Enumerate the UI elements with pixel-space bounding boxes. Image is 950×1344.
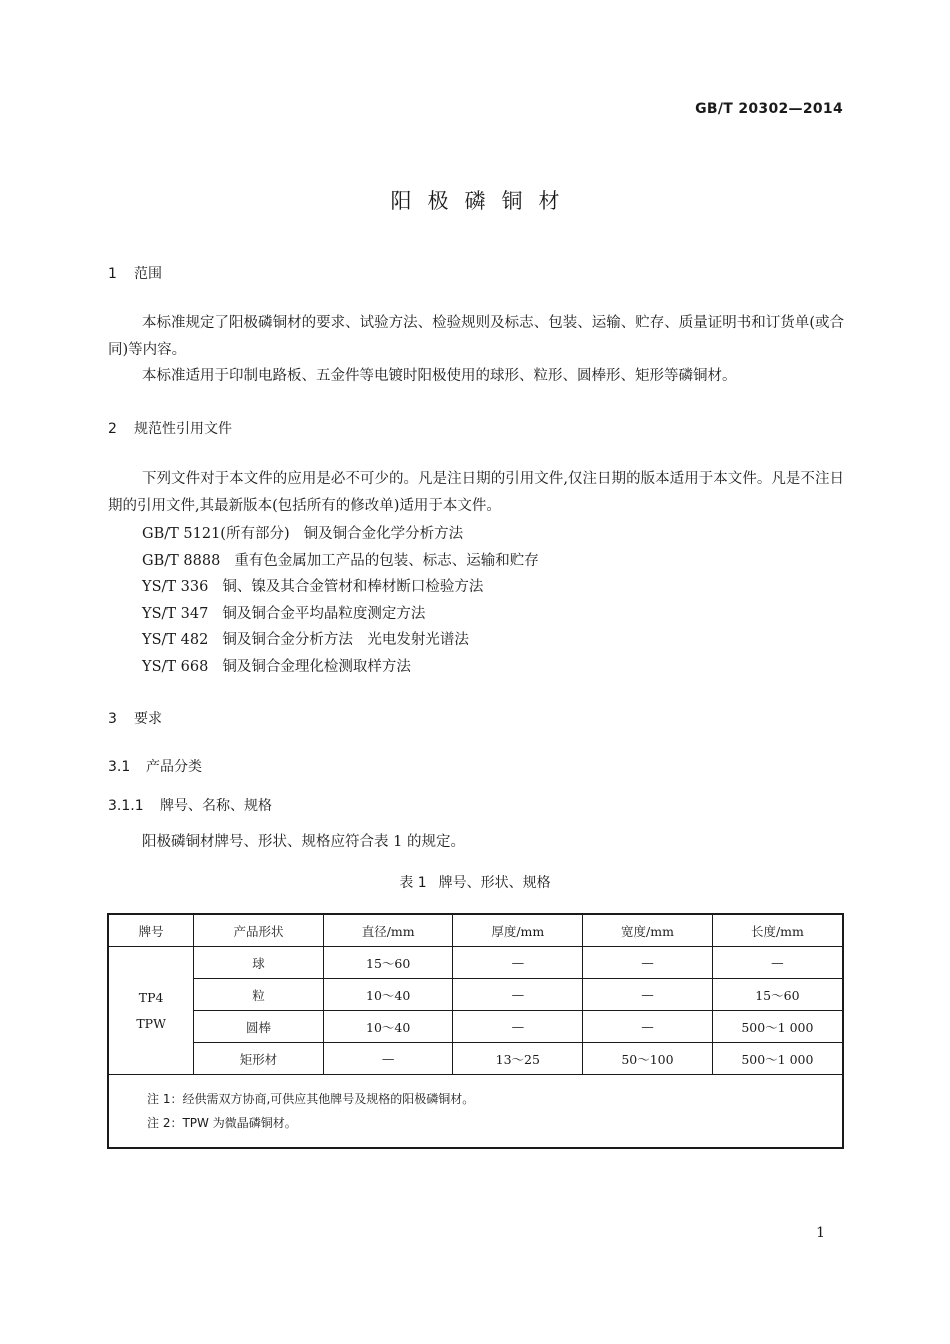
table-cell: 500～1 000 <box>712 1043 843 1075</box>
column-header: 长度/mm <box>712 914 843 947</box>
table-caption <box>0 872 950 892</box>
reference-item <box>142 549 539 570</box>
column-header: 牌号 <box>108 914 194 947</box>
reference-title: 铜及铜合金化学分析方法 <box>303 526 464 542</box>
reference-item <box>142 575 483 596</box>
table-cell: 球 <box>194 947 324 979</box>
reference-item <box>142 628 469 649</box>
table-cell: 500～1 000 <box>712 1011 843 1043</box>
table-notes-row <box>108 1075 843 1149</box>
table-cell: 10～40 <box>323 979 453 1011</box>
reference-code: GB/T 5121(所有部分) <box>142 526 290 542</box>
reference-title: 铜及铜合金分析方法 光电发射光谱法 <box>222 632 469 648</box>
section-number: 3.1 <box>108 759 131 775</box>
table-row <box>108 979 843 1011</box>
reference-item <box>142 655 411 676</box>
section-title: 规范性引用文件 <box>134 421 232 437</box>
table-notes <box>108 1075 843 1149</box>
reference-item <box>142 522 463 543</box>
reference-title: 重有色金属加工产品的包装、标志、运输和贮存 <box>234 553 539 569</box>
table-cell: 10～40 <box>323 1011 453 1043</box>
table-caption-title: 牌号、形状、规格 <box>438 875 551 891</box>
section-3-1-1-heading <box>108 795 272 815</box>
section-3-heading <box>108 708 162 728</box>
reference-title: 铜及铜合金平均晶粒度测定方法 <box>222 606 426 622</box>
table-cell: — <box>583 1011 713 1043</box>
section-number: 2 <box>108 421 117 437</box>
table-note: 注 1：经供需双方协商,可供应其他牌号及规格的阳极磷铜材。 <box>147 1092 475 1106</box>
table-row <box>108 947 843 979</box>
table-header-row <box>108 914 843 947</box>
section-title: 范围 <box>134 266 162 282</box>
table-cell: 13～25 <box>453 1043 583 1075</box>
page-number: 1 <box>816 1225 825 1241</box>
table-note: 注 2：TPW 为微晶磷铜材。 <box>147 1116 297 1130</box>
table-cell: — <box>323 1043 453 1075</box>
reference-code: GB/T 8888 <box>142 553 221 569</box>
table-cell: — <box>712 947 843 979</box>
reference-title: 铜及铜合金理化检测取样方法 <box>222 659 411 675</box>
table-cell: — <box>453 947 583 979</box>
standard-number: GB/T 20302—2014 <box>695 101 843 117</box>
reference-item <box>142 602 425 623</box>
table-cell: — <box>453 979 583 1011</box>
grade-tp4: TP4 <box>138 989 164 1005</box>
reference-title: 铜、镍及其合金管材和棒材断口检验方法 <box>222 579 484 595</box>
table-cell: — <box>583 979 713 1011</box>
table-cell: 圆棒 <box>194 1011 324 1043</box>
document-title: 阳极磷铜材 <box>390 189 576 213</box>
scope-paragraph-1: 本标准规定了阳极磷铜材的要求、试验方法、检验规则及标志、包装、运输、贮存、质量证明书和订货单(或合同)等内容。 <box>108 315 844 358</box>
column-header: 直径/mm <box>323 914 453 947</box>
section-2-heading <box>108 418 232 438</box>
table-cell: 15～60 <box>712 979 843 1011</box>
section-number: 1 <box>108 266 117 282</box>
table-cell: — <box>453 1011 583 1043</box>
section-title: 要求 <box>134 711 162 727</box>
table-cell: 50～100 <box>583 1043 713 1075</box>
section-1-heading <box>108 263 162 283</box>
reference-code: YS/T 482 <box>142 632 209 648</box>
normative-references-paragraph: 下列文件对于本文件的应用是必不可少的。凡是注日期的引用文件,仅注日期的版本适用于本文件。凡是不注日期的引用文件,其最新版本(包括所有的修改单)适用于本文件。 <box>108 471 844 514</box>
grade-cell <box>108 947 194 1075</box>
table-caption-number: 表 1 <box>399 875 427 891</box>
table-cell: 粒 <box>194 979 324 1011</box>
scope-paragraph-2: 本标准适用于印制电路板、五金件等电镀时阳极使用的球形、粒形、圆棒形、矩形等磷铜材。 <box>142 368 737 384</box>
section-3-1-heading <box>108 756 202 776</box>
column-header: 厚度/mm <box>453 914 583 947</box>
grade-tpw: TPW <box>136 1015 166 1031</box>
table-row <box>108 1043 843 1075</box>
section-title: 产品分类 <box>146 759 202 775</box>
reference-code: YS/T 336 <box>142 579 209 595</box>
reference-code: YS/T 347 <box>142 606 209 622</box>
table-reference-paragraph: 阳极磷铜材牌号、形状、规格应符合表 1 的规定。 <box>142 834 465 850</box>
column-header: 宽度/mm <box>583 914 713 947</box>
section-number: 3.1.1 <box>108 798 144 814</box>
table-row <box>108 1011 843 1043</box>
reference-code: YS/T 668 <box>142 659 209 675</box>
section-number: 3 <box>108 711 117 727</box>
table-cell: — <box>583 947 713 979</box>
specification-table <box>107 913 844 1149</box>
column-header: 产品形状 <box>194 914 324 947</box>
table-cell: 矩形材 <box>194 1043 324 1075</box>
table-cell: 15～60 <box>323 947 453 979</box>
section-title: 牌号、名称、规格 <box>160 798 272 814</box>
